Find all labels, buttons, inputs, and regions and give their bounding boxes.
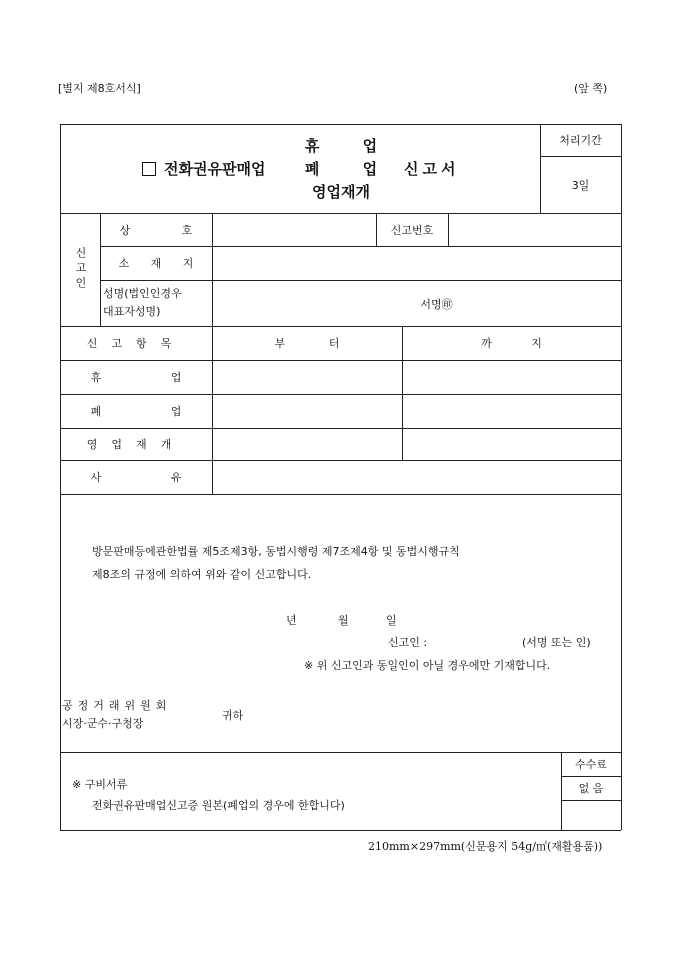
- row-closure-from[interactable]: [213, 395, 401, 427]
- row-suspension-label: 휴 업: [90, 371, 182, 384]
- signature-mark: 서명㊞: [420, 297, 453, 311]
- row-suspension-from[interactable]: [213, 361, 401, 393]
- statement-line-1: 방문판매등에관한법률 제5조제3항, 동법시행령 제7조제4항 및 동법시행규칙: [92, 545, 460, 558]
- required-docs-label: ※ 구비서류: [72, 778, 128, 791]
- row-resumption-from[interactable]: [213, 429, 401, 459]
- reporter-field[interactable]: [440, 630, 516, 650]
- business-type-label: 전화권유판매업: [164, 159, 266, 178]
- row-resumption-label: 영업재개: [86, 438, 186, 451]
- sign-or-seal: (서명 또는 인): [522, 636, 591, 649]
- statement-note: ※ 위 신고인과 동일인이 아닐 경우에만 기재합니다.: [304, 659, 551, 672]
- name-label: 성명(법인인경우 대표자성명): [103, 287, 182, 318]
- recipient-local: 시장·군수·구청장: [62, 717, 144, 730]
- reason-label: 사 유: [90, 471, 182, 484]
- date-month: 월: [338, 614, 349, 627]
- date-day: 일: [386, 614, 397, 627]
- location-label: 소 재 지: [118, 257, 194, 270]
- required-doc-item: 전화권유판매업신고증 원본(폐업의 경우에 한합니다): [92, 799, 345, 812]
- applicant-label: 신고인: [74, 247, 87, 292]
- report-number-label: 신고번호: [390, 223, 434, 237]
- paper-spec: 210mm×297mm(신문용지 54g/㎡(재활용품)): [368, 840, 603, 853]
- row-resumption-to[interactable]: [403, 429, 620, 459]
- row-closure-to[interactable]: [403, 395, 620, 427]
- to-header: 까 지: [481, 337, 542, 350]
- recipient-commission: 공정거래위원회: [62, 699, 172, 712]
- form-number: [별지 제8호서식]: [58, 82, 141, 95]
- fee-label: 수수료: [575, 758, 607, 771]
- option-suspension: 휴 업: [304, 136, 378, 155]
- processing-period-value: 3일: [571, 178, 590, 192]
- option-resumption: 영업재개: [312, 182, 370, 201]
- items-header: 신고항목: [86, 337, 186, 350]
- row-suspension-to[interactable]: [403, 361, 620, 393]
- option-closure: 폐 업: [304, 159, 378, 178]
- date-year: 년: [286, 614, 297, 627]
- name-field[interactable]: [213, 281, 620, 326]
- reporter-label: 신고인 :: [388, 636, 428, 649]
- row-closure-label: 폐 업: [90, 405, 182, 418]
- trade-name-label: 상 호: [119, 223, 193, 237]
- trade-name-field[interactable]: [213, 214, 375, 245]
- statement-line-2: 제8조의 규정에 의하여 위와 같이 신고합니다.: [92, 568, 312, 581]
- processing-period-label: 처리기간: [559, 134, 602, 147]
- page-side: (앞 쪽): [574, 82, 608, 95]
- report-number-field[interactable]: [449, 214, 620, 245]
- recipient-suffix: 귀하: [222, 709, 244, 722]
- from-header: 부 터: [274, 337, 340, 350]
- title-suffix: 신고서: [404, 159, 460, 178]
- fee-value: 없 음: [578, 782, 604, 795]
- location-field[interactable]: [213, 247, 620, 279]
- reason-field[interactable]: [213, 461, 620, 493]
- checkbox[interactable]: [142, 162, 156, 176]
